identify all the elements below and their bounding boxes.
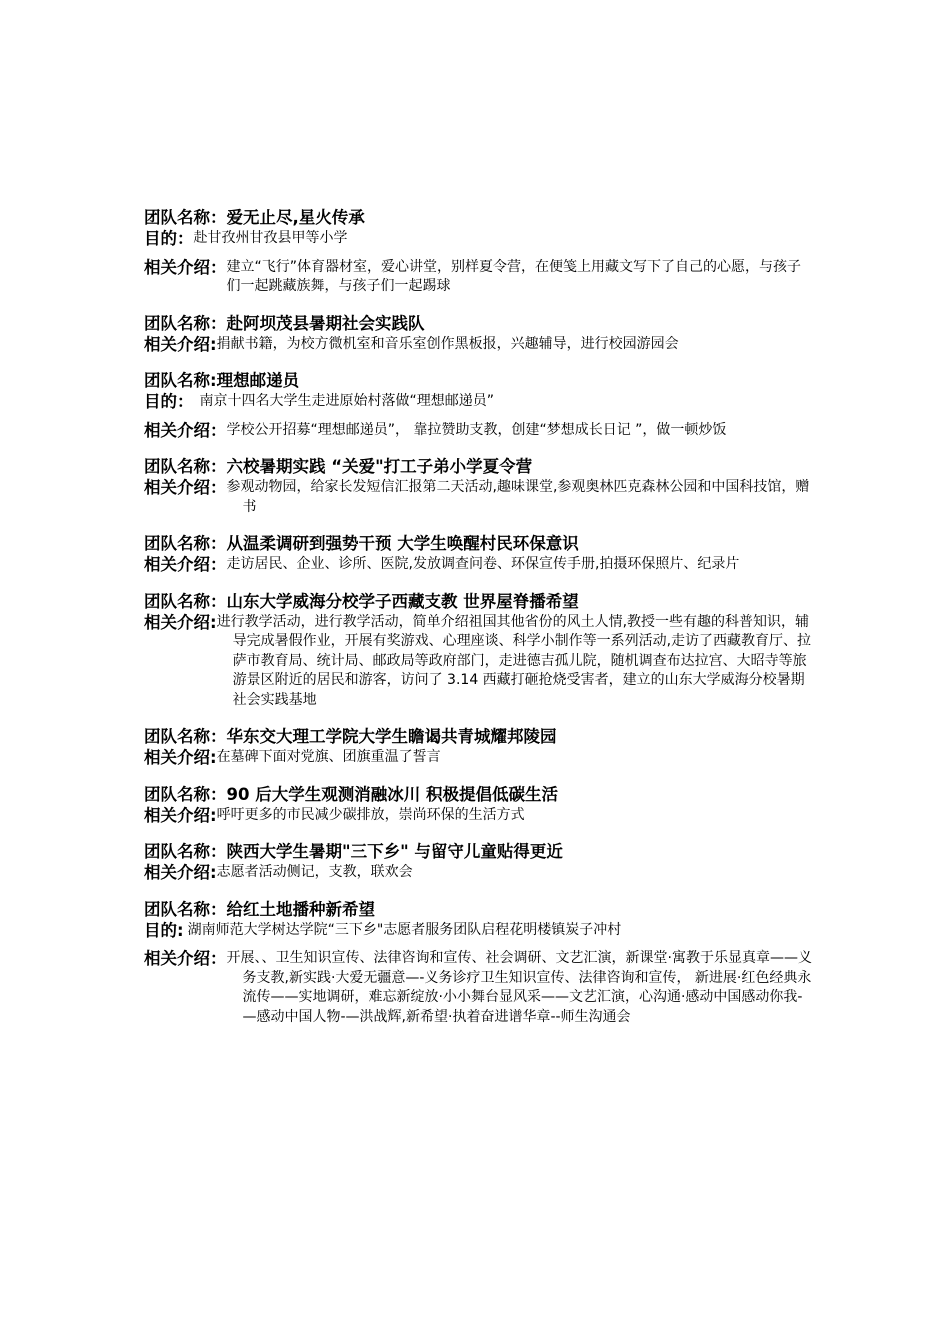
team-title: 团队名称：六校暑期实践 “关爱"打工子弟小学夏令营 <box>144 457 533 476</box>
team-entry-9 <box>144 841 814 883</box>
intro-label: 相关介绍: <box>144 334 217 354</box>
team-entry-3 <box>144 370 814 440</box>
team-entry-4 <box>144 456 814 517</box>
intro-label: 相关介绍: <box>144 612 217 632</box>
team-entry-7 <box>144 726 814 768</box>
purpose-text: 湖南师范大学树达学院“三下乡"志愿者服务团队启程花明楼镇炭子冲村 <box>187 921 622 938</box>
team-entry-6 <box>144 591 814 711</box>
team-entry-5 <box>144 533 814 575</box>
intro-text: 建立“飞行”体育器材室，爱心讲堂，别样夏令营，在便笺上用藏文写下了自己的心愿，与孩子们一起跳藏族舞，与孩子们一起踢球 <box>226 258 802 294</box>
purpose-text: 南京十四名大学生走进原始村落做“理想邮递员” <box>199 393 495 409</box>
intro-text: 参观动物园，给家长发短信汇报第二天活动,趣味课堂,参观奥林匹克森林公园和中国科技馆，赠书 <box>226 479 810 515</box>
intro-label: 相关介绍： <box>144 420 227 440</box>
intro-label: 相关介绍： <box>144 555 227 574</box>
intro-text: 捐献书籍，为校方微机室和音乐室创作黑板报，兴趣辅导，进行校园游园会 <box>216 335 679 352</box>
team-entry-2 <box>144 313 814 355</box>
intro-label: 相关介绍: <box>144 863 217 882</box>
team-entry-1 <box>144 207 814 297</box>
intro-text: 呼吁更多的市民减少碳排放，崇尚环保的生活方式 <box>216 806 525 823</box>
intro-label: 相关介绍: <box>144 748 217 767</box>
team-title: 团队名称：从温柔调研到强势干预 大学生唤醒村民环保意识 <box>144 534 579 553</box>
team-title: 团队名称：赴阿坝茂县暑期社会实践队 <box>144 313 425 333</box>
team-title: 团队名称：山东大学威海分校学子西藏支教 世界屋脊播希望 <box>144 591 579 611</box>
intro-label: 相关介绍： <box>144 257 227 277</box>
team-title: 团队名称：爱无止尽,星火传承 <box>144 208 365 227</box>
team-title: 团队名称：给红土地播种新希望 <box>144 899 375 919</box>
team-title: 团队名称：华东交大理工学院大学生瞻谒共青城耀邦陵园 <box>144 727 557 746</box>
intro-text: 进行教学活动，进行教学活动，简单介绍祖国其他省份的风土人情,教授一些有趣的科普知识，辅导完成暑假作业，开展有奖游戏、心理座谈、科学小制作等一系列活动,走访了西藏教育厅、拉萨市教育局、统计局、邮政局等政府部门，走进德吉孤儿院，随机调查布达拉宫、大昭寺等旅游景区附近的居民和游客，访问了 3.14 西藏打砸抢烧受害者，建立的山东大学威海分校暑期社会实践基地 <box>216 613 812 708</box>
purpose-text: 赴甘孜州甘孜县甲等小学 <box>193 230 348 246</box>
team-title: 团队名称：陕西大学生暑期"三下乡" 与留守儿童贴得更近 <box>144 842 563 861</box>
intro-text: 学校公开招募“理想邮递员”， 靠拉赞助支教，创建“梦想成长日记 ”，做一顿炒饭 <box>226 421 727 438</box>
intro-label: 相关介绍: <box>144 805 217 825</box>
intro-text: 在墓碑下面对党旗、团旗重温了誓言 <box>216 749 441 765</box>
purpose-label: 目的： <box>144 229 194 248</box>
purpose-label: 目的: <box>144 920 184 940</box>
intro-text: 走访居民、企业、诊所、医院,发放调查问卷、环保宣传手册,拍摄环保照片、纪录片 <box>226 556 740 572</box>
team-list <box>144 207 814 1043</box>
team-title: 团队名称：90 后大学生观测消融冰川 积极提倡低碳生活 <box>144 784 558 804</box>
intro-label: 相关介绍： <box>144 478 227 497</box>
purpose-label: 目的： <box>144 392 194 411</box>
team-title: 团队名称:理想邮递员 <box>144 371 300 390</box>
intro-text: 开展、、卫生知识宣传、法律咨询和宣传、社会调研、文艺汇演，新课堂·寓教于乐显真章——义务支教,新实践·大爱无疆意—-义务诊疗卫生知识宣传、法律咨询和宣传， 新进展·红色经典永流传——实地调研，难忘新绽放·小小舞台显风采——文艺汇演，心沟通·感动中国感动你我-—感动中国人物-—洪战辉,新希望·执着奋进谱华章--师生沟通会 <box>226 950 812 1025</box>
intro-text: 志愿者活动侧记，支教，联欢会 <box>216 864 413 880</box>
team-entry-8 <box>144 784 814 826</box>
team-entry-10 <box>144 899 814 1028</box>
intro-label: 相关介绍： <box>144 949 227 968</box>
